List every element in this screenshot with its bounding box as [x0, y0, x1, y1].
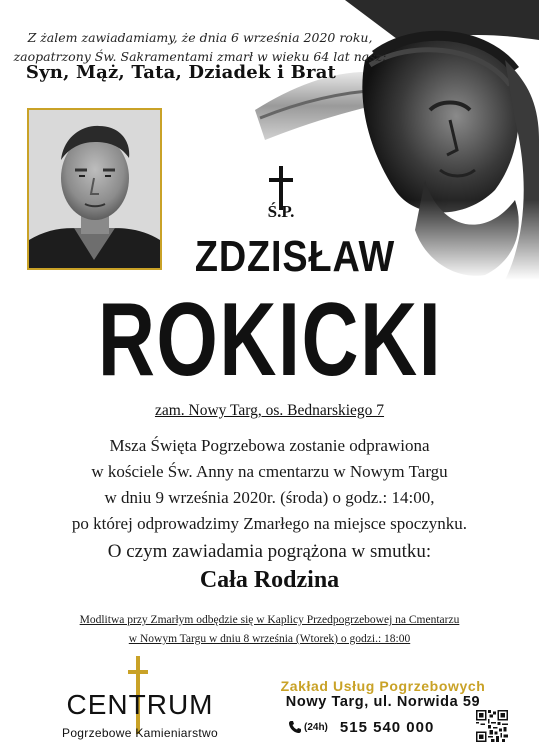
centrum-logo [30, 656, 250, 746]
funeral-mass-info [0, 433, 539, 537]
intro-text [0, 28, 400, 66]
mass-line: w kościele Św. Anny na cmentarzu w Nowym Targu [91, 462, 448, 481]
qr-code [476, 710, 508, 742]
signed-by: Cała Rodzina [199, 567, 340, 593]
logo-tagline: Pogrzebowe Kamieniarstwo [62, 726, 218, 740]
notify-line: O czym zawiadamia pogrążona w smutku: [107, 541, 432, 562]
sp-abbreviation: Ś.P. [267, 202, 295, 221]
prayer-line: w Nowym Targu w dniu 8 września (Wtorek) o godzi.: 18:00 [128, 633, 411, 645]
family-titles: Syn, Mąż, Tata, Dziadek i Brat [25, 62, 337, 83]
company-address: Nowy Targ, ul. Norwida 59 [285, 694, 481, 710]
deceased-first-name: ZDZISŁAW [194, 232, 396, 281]
mass-line: po której odprowadzimy Zmarłego na miejsce spoczynku. [71, 514, 468, 533]
intro-line: zaopatrzony Św. Sakramentami zmarł w wieku 64 lat nasz: [13, 49, 387, 64]
prayer-line: Modlitwa przy Zmarłym odbędzie się w Kaplicy Przedpogrzebowej na Cmentarzu [79, 614, 460, 626]
logo-text: CENTRUM [66, 689, 214, 720]
deceased-last-name: ROKICKI [97, 282, 443, 398]
mass-line: w dniu 9 września 2020r. (środa) o godz.: 14:00, [104, 488, 435, 507]
mass-line: Msza Święta Pogrzebowa zostanie odprawiona [109, 436, 430, 455]
company-name: Zakład Usług Pogrzebowych [280, 678, 486, 694]
phone-number: 515 540 000 [339, 718, 435, 736]
intro-line: Z żalem zawiadamiamy, że dnia 6 września 2020 roku, [27, 30, 373, 45]
phone-icon [288, 720, 302, 734]
prayer-info [0, 611, 539, 649]
phone-contact [288, 716, 434, 738]
phone-hours: (24h) [304, 721, 328, 733]
portrait-photo [27, 108, 162, 270]
deceased-address: zam. Nowy Targ, os. Bednarskiego 7 [154, 402, 385, 419]
